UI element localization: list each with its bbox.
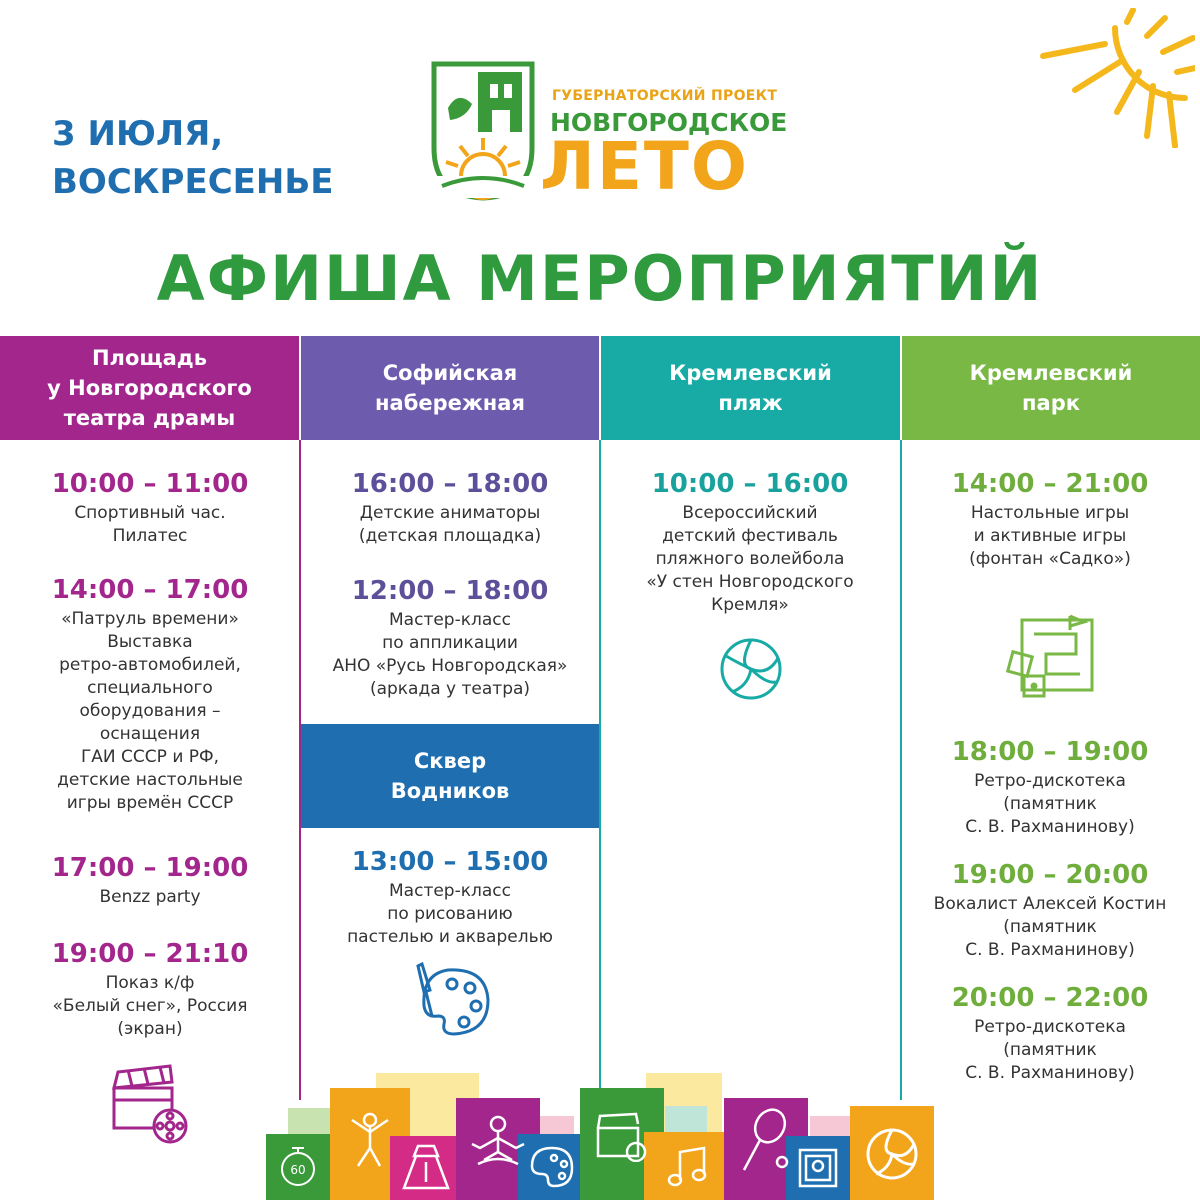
music-note-icon [664, 1144, 710, 1190]
film-clapper-small-icon [594, 1112, 650, 1162]
event-description: Показ к/ф «Белый снег», Россия (экран) [52, 973, 248, 1039]
event-time: 16:00 – 18:00 [351, 469, 549, 499]
event-description: Настольные игры и активные игры (фонтан «Садко») [969, 503, 1131, 569]
date-line-2: ВОСКРЕСЕНЬЕ [52, 162, 334, 202]
column-header-theatre-square: Площадь у Новгородского театра драмы [0, 336, 299, 440]
date-line-1: 3 ИЮЛЯ, [52, 114, 224, 154]
stopwatch-icon [278, 1144, 318, 1188]
event-time: 19:00 – 20:00 [951, 860, 1149, 890]
event-item [600, 468, 900, 617]
event-time: 19:00 – 21:10 [51, 939, 249, 969]
column-header-kremlin-park: Кремлевский парк [902, 336, 1200, 440]
event-item [300, 468, 600, 548]
page-title: АФИША МЕРОПРИЯТИЙ [156, 242, 1044, 315]
board-game-icon [1006, 612, 1096, 702]
event-time: 18:00 – 19:00 [951, 737, 1149, 767]
event-description: Ретро-дискотека (памятник С. В. Рахманинову) [965, 1017, 1135, 1083]
palette-icon [408, 962, 492, 1038]
event-item [0, 574, 300, 815]
picture-frame-icon [796, 1146, 840, 1190]
event-description: Всероссийский детский фестиваль пляжного волейбола «У стен Новгородского Кремля» [646, 503, 854, 615]
event-description: Мастер-класс по рисованию пастелью и акварелью [347, 881, 553, 947]
logo-emblem [428, 58, 538, 203]
column-header-sofia-embankment: Софийская набережная [301, 336, 599, 440]
film-clapper-icon [110, 1064, 194, 1148]
volleyball-icon [718, 636, 784, 702]
logo-name-line: НОВГОРОДСКОЕ [550, 108, 788, 137]
logo-subtitle: ГУБЕРНАТОРСКИЙ ПРОЕКТ [552, 88, 778, 104]
event-description: Спортивный час. Пилатес [74, 503, 226, 546]
event-time: 13:00 – 15:00 [351, 847, 549, 877]
event-time: 10:00 – 11:00 [51, 469, 249, 499]
event-description: Вокалист Алексей Костин (памятник С. В. Рахманинову) [933, 894, 1167, 960]
sun-icon [1035, 8, 1195, 148]
event-time: 14:00 – 21:00 [951, 469, 1149, 499]
event-item [300, 846, 600, 949]
event-item [900, 982, 1200, 1085]
event-item [900, 736, 1200, 839]
event-item [300, 575, 600, 701]
event-date [52, 110, 333, 206]
yoga-icon [468, 1114, 528, 1174]
event-description: Benzz party [99, 887, 201, 907]
logo-name-big: ЛЕТО [540, 128, 750, 205]
event-time: 20:00 – 22:00 [951, 983, 1149, 1013]
event-description: Мастер-класс по аппликации АНО «Русь Новгородская» (аркада у театра) [332, 610, 568, 699]
subheader-vodnikov-square: Сквер Водников [301, 724, 599, 828]
event-time: 14:00 – 17:00 [51, 575, 249, 605]
event-description: Ретро-дискотека (памятник С. В. Рахманинову) [965, 771, 1135, 837]
volleyball-small-icon [864, 1126, 920, 1182]
event-time: 12:00 – 18:00 [351, 576, 549, 606]
event-item [0, 852, 300, 909]
event-item [900, 468, 1200, 571]
event-item [0, 938, 300, 1041]
disco-light-icon [398, 1142, 454, 1194]
event-time: 17:00 – 19:00 [51, 853, 249, 883]
stopwatch-label: 60 [290, 1163, 306, 1177]
event-description: Детские аниматоры (детская площадка) [358, 503, 542, 546]
column-header-kremlin-beach: Кремлевский пляж [601, 336, 900, 440]
dancer-icon [344, 1110, 394, 1170]
tennis-racket-icon [736, 1106, 792, 1178]
event-item [900, 859, 1200, 962]
palette-small-icon [528, 1144, 574, 1190]
event-time: 10:00 – 16:00 [651, 469, 849, 499]
event-item [0, 468, 300, 548]
event-description: «Патруль времени» Выставка ретро-автомобилей, специального оборудования – оснащения ГАИ СССР и РФ, детские настольные игры времён СССР [57, 609, 243, 813]
